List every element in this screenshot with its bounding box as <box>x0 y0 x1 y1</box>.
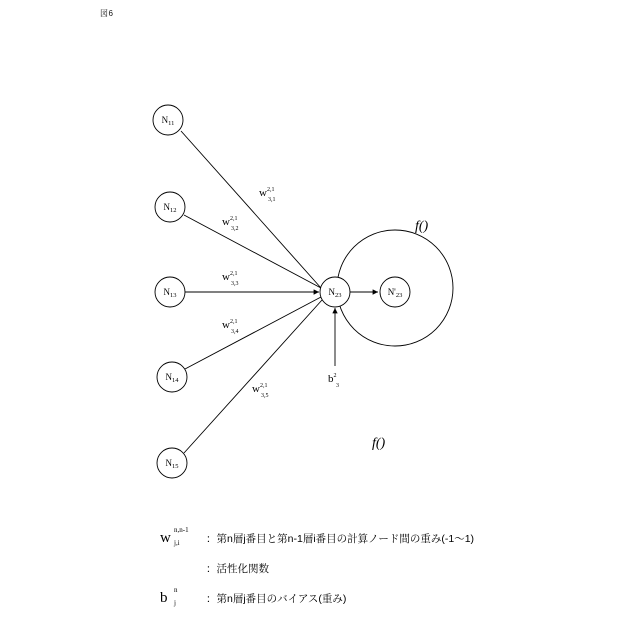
bias-label: $b^23$ <box>328 373 339 389</box>
node-n12-label: $N_{12}$ <box>163 202 177 214</box>
legend-row-bias <box>160 585 600 611</box>
input-nodes-group <box>153 105 187 478</box>
node-n15-label: $N_{15}$ <box>165 458 179 470</box>
weight-labels-group <box>222 187 276 399</box>
edges-group <box>181 131 322 453</box>
edge-n12-n23 <box>184 215 321 288</box>
legend-weight-text: ：第n層j番目と第n-1層i番目の計算ノード間の重み(-1〜1) <box>206 532 475 545</box>
legend-weight-sub: j,i <box>174 539 180 547</box>
legend <box>160 525 600 615</box>
weight-label-5: $w^{2,1}$ 3,5 <box>252 383 269 399</box>
edge-n14-n23 <box>185 297 321 369</box>
weight-label-3: $w^{2,1}$ 3,3 <box>222 271 239 287</box>
activation-label-bottom: f() <box>372 436 386 451</box>
edge-n15-n23 <box>184 300 322 453</box>
legend-activation-text: ：活性化関数 <box>206 562 269 575</box>
legend-bias-sup: n <box>174 586 178 594</box>
weight-label-4: $w^{2,1}$ 3,4 <box>222 319 239 335</box>
legend-row-weight <box>160 525 600 551</box>
legend-row-activation <box>160 555 600 581</box>
legend-bias-text: ：第n層j番目のバイアス(重み) <box>206 592 347 605</box>
weight-label-1: $w^{2,1}$ 3,1 <box>259 187 276 203</box>
legend-weight-sup: n,n-1 <box>174 526 189 534</box>
node-n23-label: $N_{23}$ <box>328 287 342 299</box>
node-n11-label: $N_{11}$ <box>161 115 175 127</box>
node-nprime23-label: $N'_{23}$ <box>387 287 403 299</box>
legend-symbol-weight <box>160 526 206 550</box>
legend-symbol-bias <box>160 586 206 610</box>
legend-symbol-activation <box>160 556 206 580</box>
node-n14-label: $N_{14}$ <box>165 372 179 384</box>
edge-n11-n23 <box>181 131 321 288</box>
legend-weight-base: w <box>160 530 171 546</box>
node-n13-label: $N_{13}$ <box>163 287 177 299</box>
legend-bias-base: b <box>160 590 168 606</box>
figure-label: 図6 <box>100 9 114 18</box>
legend-bias-sub: j <box>174 599 176 607</box>
activation-label-top: f() <box>415 219 429 234</box>
weight-label-2: $w^{2,1}$ 3,2 <box>222 216 239 232</box>
